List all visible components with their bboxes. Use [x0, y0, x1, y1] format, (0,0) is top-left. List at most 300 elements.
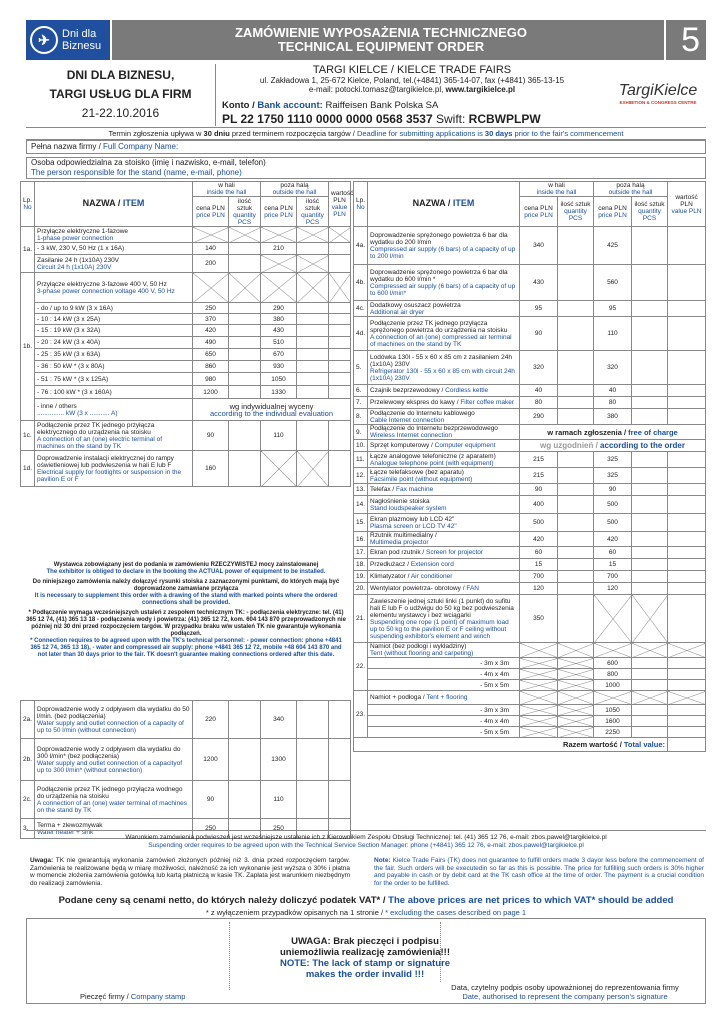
- tent-price-inside: [520, 680, 558, 691]
- left-item-7-qty-inside[interactable]: [229, 337, 261, 349]
- total-label-pl: Razem wartość /: [563, 740, 624, 749]
- tent-qty-outside[interactable]: [632, 658, 668, 669]
- right-item-19-value[interactable]: [668, 583, 706, 595]
- right-item-16-qty-inside[interactable]: [558, 547, 594, 559]
- right-item-7-qty-outside[interactable]: [632, 409, 668, 425]
- table-row: [21, 273, 351, 303]
- lp-header: Lp. No: [21, 182, 35, 227]
- right-item-14-qty-outside[interactable]: [632, 514, 668, 532]
- right-item-4-qty-inside[interactable]: [558, 351, 594, 385]
- stamp-area[interactable]: [30, 922, 230, 990]
- right-item-10-qty-outside[interactable]: [632, 452, 668, 468]
- left-item-13-value[interactable]: [329, 421, 351, 451]
- water-item-0-value[interactable]: [329, 701, 351, 739]
- right-item-11-value[interactable]: [668, 468, 706, 484]
- table-row: [354, 643, 706, 658]
- right-item-0-en: Compressed air supply (6 bars) of a capacity of up to 200 l/min: [370, 245, 516, 260]
- event-name-line2: TARGI USŁUG DLA FIRM: [49, 87, 192, 101]
- person-label-pl: Osoba odpowiedzialna za stoisko (imię i nazwisko, e-mail, telefon): [31, 158, 266, 167]
- right-item-13-value[interactable]: [668, 496, 706, 514]
- left-item-6-qty-outside[interactable]: [297, 325, 329, 337]
- left-item-5-value[interactable]: [329, 314, 351, 325]
- left-item-4-qty-outside[interactable]: [297, 303, 329, 314]
- right-item-17-value[interactable]: [668, 559, 706, 571]
- lp-cell: [354, 227, 368, 265]
- left-item-5-qty-outside[interactable]: [297, 314, 329, 325]
- tent-value[interactable]: [668, 658, 706, 669]
- left-item-6-qty-inside[interactable]: [229, 325, 261, 337]
- right-item-9-pl: Sprzęt komputerowy /: [370, 442, 435, 449]
- individual-evaluation-cell: [193, 399, 351, 421]
- water-item-0-qty-inside[interactable]: [229, 701, 261, 739]
- tent-qty-outside[interactable]: [632, 680, 668, 691]
- lp-cell: [354, 547, 368, 559]
- left-item-4-price-inside: [193, 303, 229, 314]
- right-item-7: [368, 409, 520, 425]
- tent-floor-value[interactable]: [668, 716, 706, 727]
- right-item-11-qty-inside[interactable]: [558, 468, 594, 484]
- konto-label: Konto /: [222, 100, 258, 111]
- right-item-13-price-outside: [594, 496, 632, 514]
- lp-cell: [354, 397, 368, 409]
- table-row: [354, 680, 706, 691]
- right-item-17-qty-inside[interactable]: [558, 559, 594, 571]
- lp-label: 21.: [356, 615, 366, 622]
- right-item-15-qty-outside[interactable]: [632, 532, 668, 547]
- tent-value[interactable]: [668, 680, 706, 691]
- tent-price-outside-value: 1000: [605, 681, 620, 689]
- lp-cell: [354, 643, 368, 691]
- responsible-person-field[interactable]: [26, 157, 706, 179]
- left-item-2-price-outside: [261, 255, 297, 273]
- according-to-order-cell: [520, 440, 706, 452]
- left-item-11-value[interactable]: [329, 386, 351, 399]
- left-item-13-qty-outside[interactable]: [297, 421, 329, 451]
- right-item-10: [368, 452, 520, 468]
- right-item-17-qty-outside[interactable]: [632, 559, 668, 571]
- total-value[interactable]: [668, 738, 706, 752]
- right-item-15-value[interactable]: [668, 532, 706, 547]
- right-item-12-price-inside-value: 90: [534, 486, 543, 493]
- logo-line1: Dni dla: [62, 28, 97, 40]
- person-label-en: The person responsible for the stand (name, e-mail, phone): [31, 168, 242, 177]
- left-item-4: [35, 303, 193, 314]
- right-item-6-value[interactable]: [668, 397, 706, 409]
- water-item-0-en: Water supply and outlet connection of a capacity of up to 50 l/min (without connection): [37, 719, 184, 734]
- right-item-15-price-outside: [594, 532, 632, 547]
- tent-floor-qty-outside[interactable]: [632, 727, 668, 738]
- left-item-8-qty-inside[interactable]: [229, 349, 261, 361]
- right-item-2-qty-inside[interactable]: [558, 301, 594, 317]
- right-item-6-qty-inside[interactable]: [558, 397, 594, 409]
- table-row: [354, 571, 706, 583]
- right-item-2-qty-outside[interactable]: [632, 301, 668, 317]
- left-item-14-price-inside-value: 160: [205, 465, 216, 472]
- left-item-12-pl: - inne / others: [37, 402, 77, 410]
- warn-line1: UWAGA: Brak pieczęci i podpisu: [291, 936, 439, 947]
- left-item-2-value[interactable]: [329, 255, 351, 273]
- water-item-2-qty-inside[interactable]: [229, 781, 261, 819]
- tent-size-2: [368, 680, 520, 691]
- lp-label: 7.: [356, 399, 362, 406]
- left-item-4-qty-inside[interactable]: [229, 303, 261, 314]
- left-item-11-qty-inside[interactable]: [229, 386, 261, 399]
- right-item-19-qty-inside[interactable]: [558, 583, 594, 595]
- left-item-13-qty-inside[interactable]: [229, 421, 261, 451]
- right-item-20-qty-inside[interactable]: [558, 595, 594, 643]
- inside-hall-header: w hali inside the hall: [193, 182, 261, 197]
- water-item-1-qty-inside[interactable]: [229, 739, 261, 781]
- right-item-5-qty-outside[interactable]: [632, 385, 668, 397]
- left-item-3-price-outside: [261, 273, 297, 303]
- left-item-13-pl: Podłączenie przez TK jednego przyłącza elektrycznego do urządzenia na stoisku: [37, 421, 155, 436]
- item-header: NAZWA / ITEM: [35, 182, 193, 227]
- left-item-11-pl: - 76 : 100 kW * (3 x 160A): [37, 388, 112, 396]
- table-row: [354, 385, 706, 397]
- value-header: wartość PLN value PLN: [329, 182, 351, 227]
- deadline-pl-a: Termin zgłoszenia upływa w: [108, 129, 204, 138]
- left-item-8-price-inside-value: 650: [205, 351, 216, 358]
- tent-name: [368, 643, 520, 658]
- right-item-14-value[interactable]: [668, 514, 706, 532]
- left-item-3-value[interactable]: [329, 273, 351, 303]
- right-item-12-price-inside: [520, 484, 558, 496]
- water-item-1-price-outside-value: 1300: [271, 756, 286, 763]
- logo-subtitle: EXHIBITION & CONGRESS CENTRE: [619, 100, 697, 105]
- left-item-10-price-outside-value: 1050: [271, 375, 286, 383]
- tent-floor-value[interactable]: [668, 727, 706, 738]
- water-item-1-qty-outside[interactable]: [297, 739, 329, 781]
- water-item-2-price-outside: [261, 781, 297, 819]
- right-item-4-price-outside-value: 320: [607, 364, 618, 371]
- left-item-10-price-outside: [261, 373, 297, 386]
- water-item-0-pl: Doprowadzenie wody z odpływem dla wydatku do 50 l/min. (bez podłączenia): [37, 705, 190, 720]
- right-item-18-qty-outside[interactable]: [632, 571, 668, 583]
- table-row: [354, 425, 706, 440]
- right-item-7-value[interactable]: [668, 409, 706, 425]
- right-item-18-price-outside: [594, 571, 632, 583]
- swift-label: Swift:: [432, 112, 469, 126]
- right-item-2-price-outside-value: 95: [608, 305, 617, 312]
- right-item-18-value[interactable]: [668, 571, 706, 583]
- uwaga-text: TK nie gwarantują wykonania zamówień złożonych później niż 3. dnia przed rozpoczęciem targów. Zamówienia te realizowane będą w miarę możliwości, należność za ich wykonanie jest wyższa o 30% i płatna w momencie złożenia zamówienia gotówką lub kartą płatniczą w kasie TK. Zapłata jest warunkiem niezbędnym do realizacji zamówienia.: [30, 857, 350, 887]
- left-item-1-value[interactable]: [329, 243, 351, 255]
- vat2-en: * excluding the cases described on page 1: [385, 908, 527, 917]
- left-item-3-price-inside: [193, 273, 229, 303]
- tent-floor-size-label: - 3m x 3m: [480, 706, 509, 714]
- right-item-16-price-outside: [594, 547, 632, 559]
- right-item-6-price-inside: [520, 397, 558, 409]
- tent-size-1: [368, 669, 520, 680]
- left-item-10-price-inside: [193, 373, 229, 386]
- lp-label: 4c.: [356, 305, 365, 312]
- left-item-6-price-outside-value: 430: [273, 327, 284, 334]
- tent-price-outside: [594, 658, 632, 669]
- qty-inside-header: ilość sztuk quantity PCS: [229, 197, 261, 227]
- left-item-5-price-inside: [193, 314, 229, 325]
- left-item-10-value[interactable]: [329, 373, 351, 386]
- left-item-9-price-outside: [261, 361, 297, 373]
- right-item-7-qty-inside[interactable]: [558, 409, 594, 425]
- table-row: [21, 399, 351, 421]
- right-item-3-value[interactable]: [668, 317, 706, 351]
- right-item-6-qty-outside[interactable]: [632, 397, 668, 409]
- right-item-10-value[interactable]: [668, 452, 706, 468]
- left-item-2-qty-inside[interactable]: [229, 255, 261, 273]
- left-item-11-qty-outside[interactable]: [297, 386, 329, 399]
- left-item-1-qty-inside[interactable]: [229, 243, 261, 255]
- table-row: [21, 349, 351, 361]
- left-item-7-value[interactable]: [329, 337, 351, 349]
- tent-qty-outside[interactable]: [632, 669, 668, 680]
- table-row: [21, 373, 351, 386]
- deadline-en-c: prior to the fair's commencement: [512, 129, 624, 138]
- lp-cell: [354, 514, 368, 532]
- tent-floor-qty-inside: [558, 691, 594, 705]
- left-item-8-price-outside-value: 670: [273, 351, 284, 358]
- left-item-0-value[interactable]: [329, 227, 351, 243]
- event-dates: 21-22.10.2016: [81, 106, 160, 120]
- right-item-4-pl: Lodówka 130l - 55 x 60 x 85 cm z zasilaniem 24h (1x10A) 230V: [370, 353, 512, 368]
- left-item-10-qty-inside[interactable]: [229, 373, 261, 386]
- water-item-2-value[interactable]: [329, 781, 351, 819]
- left-item-3-pl: Przyłącze elektryczne 3-fazowe 400 V, 50 Hz: [37, 280, 167, 288]
- left-item-14-pl: Doprowadzenie instalacji elektrycznej do rampy oświetleniowej lub podwieszenia w hali E lub F: [37, 454, 174, 469]
- left-item-7-qty-outside[interactable]: [297, 337, 329, 349]
- right-item-15-en: Multimedia projector: [370, 539, 429, 546]
- left-item-13-price-inside-value: 90: [206, 432, 215, 439]
- left-item-14-value[interactable]: [329, 451, 351, 487]
- right-item-2-en: Additional air dryer: [370, 308, 425, 316]
- left-item-10-qty-outside[interactable]: [297, 373, 329, 386]
- left-item-1-price-inside-value: 140: [205, 245, 216, 252]
- right-item-4-qty-outside[interactable]: [632, 351, 668, 385]
- table-row: [354, 496, 706, 514]
- right-item-14-qty-inside[interactable]: [558, 514, 594, 532]
- right-item-1-value[interactable]: [668, 265, 706, 301]
- lp-cell: [21, 273, 35, 421]
- right-item-13-qty-inside[interactable]: [558, 496, 594, 514]
- left-item-10: [35, 373, 193, 386]
- left-item-3-qty-outside: [297, 273, 329, 303]
- right-item-7-pl: Podłączenie do Internetu kablowego: [370, 409, 475, 417]
- left-item-2-price-inside: [193, 255, 229, 273]
- lp-cell: [354, 559, 368, 571]
- lp-cell: [354, 691, 368, 738]
- lp-cell: [354, 484, 368, 496]
- right-item-3-price-inside: [520, 317, 558, 351]
- tent-floor-qty-outside[interactable]: [632, 716, 668, 727]
- left-item-5-pl: - 10 : 14 kW (3 x 25A): [37, 315, 101, 323]
- right-item-0-value[interactable]: [668, 227, 706, 265]
- lp-cell: [354, 265, 368, 301]
- right-item-10-qty-inside[interactable]: [558, 452, 594, 468]
- tent-floor-qty-inside: [558, 716, 594, 727]
- right-item-8-en: Wireless Internet connection: [370, 432, 453, 439]
- left-item-6: [35, 325, 193, 337]
- event-info: [26, 64, 216, 126]
- lp-header-right: Lp. No: [354, 182, 368, 227]
- event-name-line1: DNI DLA BIZNESU,: [66, 68, 175, 82]
- right-item-1-qty-inside[interactable]: [558, 265, 594, 301]
- water-item-0: [35, 701, 193, 739]
- left-item-14-qty-inside[interactable]: [229, 451, 261, 487]
- right-item-20-value[interactable]: [668, 595, 706, 643]
- right-item-4-price-outside: [594, 351, 632, 385]
- table-row: [354, 559, 706, 571]
- left-item-3-qty-inside: [229, 273, 261, 303]
- right-item-19-en: FAN: [466, 585, 479, 592]
- left-item-10-price-inside-value: 980: [205, 375, 216, 383]
- free-en: free of charge: [628, 427, 678, 437]
- lp-label: 3.: [23, 825, 29, 832]
- right-item-2-value[interactable]: [668, 301, 706, 317]
- right-item-15-qty-inside[interactable]: [558, 532, 594, 547]
- right-item-11-qty-outside[interactable]: [632, 468, 668, 484]
- right-item-0-price-outside: [594, 227, 632, 265]
- right-item-4: [368, 351, 520, 385]
- right-item-2-price-inside-value: 95: [534, 305, 543, 312]
- left-item-6-pl: - 15 : 19 kW (3 x 32A): [37, 327, 101, 334]
- water-item-0-qty-outside[interactable]: [297, 701, 329, 739]
- right-item-0-qty-outside[interactable]: [632, 227, 668, 265]
- right-item-5-value[interactable]: [668, 385, 706, 397]
- left-item-14-price-outside: [261, 451, 297, 487]
- right-item-11-price-outside: [594, 468, 632, 484]
- water-item-0-price-inside-value: 220: [205, 716, 216, 723]
- deadline-en-b: 30 days: [484, 129, 513, 138]
- left-item-13-price-outside-value: 110: [273, 432, 284, 439]
- right-item-3-qty-outside[interactable]: [632, 317, 668, 351]
- tent-price-inside: [520, 643, 558, 658]
- price-outside-header: cena PLN price PLN: [261, 197, 297, 227]
- left-item-14-price-inside: [193, 451, 229, 487]
- table-row: [354, 595, 706, 643]
- tent-floor-qty-inside: [558, 705, 594, 716]
- right-item-12-qty-outside[interactable]: [632, 484, 668, 496]
- right-item-5-qty-inside[interactable]: [558, 385, 594, 397]
- right-item-19-qty-outside[interactable]: [632, 583, 668, 595]
- left-item-1-qty-outside[interactable]: [297, 243, 329, 255]
- right-item-0: [368, 227, 520, 265]
- vat-pl: Podane ceny są cenami netto, do których należy doliczyć podatek VAT* /: [58, 895, 389, 906]
- water-item-2-en: A connection of an (one) water terminal of machines on the stand by TK: [37, 799, 187, 814]
- lp-label: 14.: [356, 501, 366, 508]
- header-bar: [26, 20, 706, 60]
- vat-en: The above prices are net prices to which VAT* should be added: [388, 895, 674, 906]
- right-item-4-en: Refrigerator 130l - 55 x 60 x 85 cm with circuit 24h (1x10A) 230V: [370, 367, 515, 382]
- right-item-16-price-inside: [520, 547, 558, 559]
- organizer-website[interactable]: www.targikielce.pl: [445, 85, 516, 94]
- lp-label: 23.: [356, 710, 366, 718]
- left-item-11-price-inside-value: 1200: [203, 388, 218, 396]
- tent-floor-size-2: [368, 727, 520, 738]
- water-item-2-qty-outside[interactable]: [297, 781, 329, 819]
- right-item-17-price-outside-value: 15: [608, 561, 617, 568]
- right-item-18-price-inside-value: 700: [533, 573, 544, 580]
- left-item-8-value[interactable]: [329, 349, 351, 361]
- right-item-17-price-outside: [594, 559, 632, 571]
- lp-cell: [21, 781, 35, 819]
- table-row: [354, 265, 706, 301]
- table-row: [354, 727, 706, 738]
- full-company-name-field[interactable]: [26, 140, 706, 154]
- right-item-16-value[interactable]: [668, 547, 706, 559]
- tent-value[interactable]: [668, 669, 706, 680]
- iban-line: [222, 112, 541, 126]
- right-item-10-pl: Łącze analogowe telefoniczne (z aparatem): [370, 452, 496, 460]
- bank-name: Raiffeisen Bank Polska SA: [325, 100, 439, 111]
- left-item-9-qty-inside[interactable]: [229, 361, 261, 373]
- right-item-1: [368, 265, 520, 301]
- lp-label: 13.: [356, 486, 366, 493]
- right-item-6-pl: Przelewowy ekspres do kawy /: [370, 399, 461, 406]
- lp-cell: [354, 452, 368, 468]
- left-item-0-pl: Przyłącze elektryczne 1-fazowe: [37, 227, 129, 235]
- right-item-6: [368, 397, 520, 409]
- right-item-4-value[interactable]: [668, 351, 706, 385]
- lp-cell: [21, 451, 35, 487]
- tent-floor-qty-outside[interactable]: [632, 705, 668, 716]
- right-item-6-price-outside: [594, 397, 632, 409]
- right-item-3-pl: Podłączenie przez TK jednego przyłącza sprężonego powietrza do urządzenia na stoisku: [370, 319, 508, 334]
- tent-floor-price-outside-value: 1050: [605, 706, 620, 714]
- table-row: [354, 547, 706, 559]
- left-item-8-qty-outside[interactable]: [297, 349, 329, 361]
- left-item-9-value[interactable]: [329, 361, 351, 373]
- right-item-1-qty-outside[interactable]: [632, 265, 668, 301]
- table-row: [354, 397, 706, 409]
- total-label-en: Total value:: [623, 740, 666, 749]
- right-item-16-qty-outside[interactable]: [632, 547, 668, 559]
- price-outside-header-right: cena PLN price PLN: [594, 197, 632, 227]
- left-item-4-value[interactable]: [329, 303, 351, 314]
- right-item-7-price-outside: [594, 409, 632, 425]
- left-item-5-qty-inside[interactable]: [229, 314, 261, 325]
- right-item-12-value[interactable]: [668, 484, 706, 496]
- water-item-1-price-inside-value: 1200: [203, 756, 218, 763]
- table-row: [21, 421, 351, 451]
- left-item-9-qty-outside[interactable]: [297, 361, 329, 373]
- signature-area[interactable]: [440, 922, 702, 982]
- right-item-12-qty-inside[interactable]: [558, 484, 594, 496]
- lp-cell: [354, 468, 368, 484]
- left-item-2-en: Circuit 24 h (1x10A) 230V: [37, 263, 112, 271]
- water-item-0-price-inside: [193, 701, 229, 739]
- left-item-4-price-inside-value: 250: [205, 304, 216, 312]
- water-item-1-en: Water supply and outlet connection of a capacityof up to 300 l/min* (without connection): [37, 759, 183, 774]
- right-item-20-price-inside-value: 350: [533, 615, 544, 622]
- right-item-11-price-inside-value: 215: [533, 472, 544, 479]
- note-text: Kielce Trade Fairs (TK) does not guarantee to fulfill orders made 3 dayor less before the commencement of the fair. Such orders will be executedin so far as this is possible. The price for fulfilling such orders is 30% higher and payable in cash or by debit card at the TK cash office at the time of order. The payment is a crucial condition for the order to be fulfilled.: [374, 857, 704, 887]
- right-item-17-price-inside: [520, 559, 558, 571]
- right-item-3: [368, 317, 520, 351]
- right-item-18-qty-inside[interactable]: [558, 571, 594, 583]
- suspension-notice-en: Suspending order requires to be agreed upon with the Technical Service Section Manager: phone (+4841) 365 12 76, e-mail: zbos.pawel@targikielce.pl: [148, 841, 584, 849]
- right-item-0-qty-inside[interactable]: [558, 227, 594, 265]
- left-item-6-value[interactable]: [329, 325, 351, 337]
- right-item-1-price-outside-value: 560: [607, 279, 618, 286]
- left-item-0-price-inside: [193, 227, 229, 243]
- water-item-1-price-inside: [193, 739, 229, 781]
- right-item-13-qty-outside[interactable]: [632, 496, 668, 514]
- right-item-3-qty-inside[interactable]: [558, 317, 594, 351]
- left-item-6-price-inside: [193, 325, 229, 337]
- tent-floor-value[interactable]: [668, 705, 706, 716]
- water-item-1-value[interactable]: [329, 739, 351, 781]
- lp-label: 9.: [356, 428, 362, 436]
- left-item-3: [35, 273, 193, 303]
